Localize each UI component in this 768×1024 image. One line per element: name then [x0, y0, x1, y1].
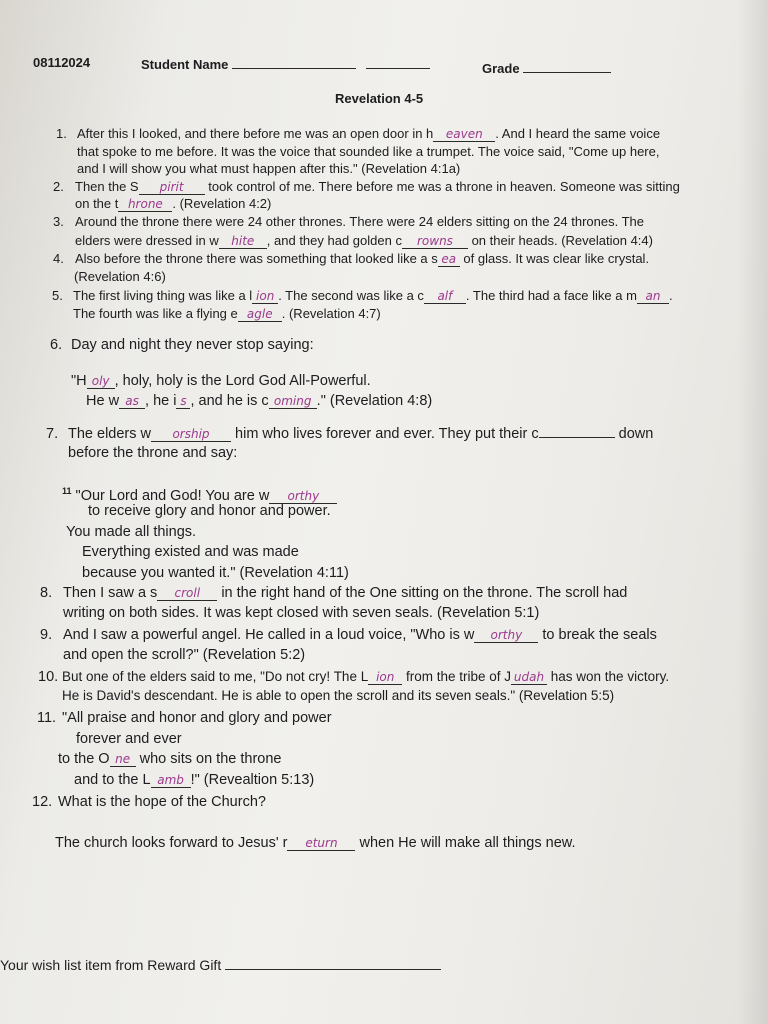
wish-list-label-text: Your wish list item from Reward Gift: [0, 957, 222, 973]
q3-number: 3.: [53, 214, 64, 229]
grade-label-text: Grade: [482, 61, 520, 76]
q5-text-c: . The third had a face like a m: [465, 288, 637, 303]
q5-text-d: .: [668, 288, 673, 303]
q7-line1: [68, 425, 653, 443]
q7-line7: because you wanted it." (Revelation 4:11): [82, 565, 349, 581]
q9-line2: and open the scroll?" (Revelation 5:2): [63, 647, 306, 663]
q7-blank-worship[interactable]: orship: [151, 428, 231, 442]
q3-line1: Around the throne there were 24 other thrones. There were 24 elders sitting on the 24 thrones. The: [75, 214, 644, 229]
q7-text-d: "Our Lord and God! You are w: [75, 487, 270, 504]
q5-text-g: . (Revelation 4:7): [281, 306, 381, 321]
q5-blank-eagle[interactable]: agle: [238, 308, 282, 322]
q7-line5: You made all things.: [66, 524, 197, 540]
worksheet-code: 08112024: [33, 55, 91, 70]
q4-line1: [75, 251, 649, 267]
q1-text-b: . And I heard the same voice: [495, 126, 661, 141]
q1-line3: and I will show you what must happen after this." (Revelation 4:1a): [77, 161, 461, 176]
verse-number: 11: [62, 486, 72, 496]
q3-blank-crowns[interactable]: rowns: [402, 235, 468, 249]
student-name-blank-2[interactable]: [366, 67, 430, 69]
grade-blank[interactable]: [523, 71, 611, 73]
q2-number: 2.: [53, 179, 64, 194]
q11-blank-lamb[interactable]: amb: [151, 774, 191, 788]
q4-number: 4.: [53, 251, 64, 266]
q1-line1: [77, 126, 660, 142]
q7-line2: before the throne and say:: [68, 445, 238, 461]
q11-text-d: !" (Revealtion 5:13): [190, 772, 315, 788]
q6-blank-is[interactable]: s: [176, 395, 190, 409]
q8-text-a: Then I saw a s: [63, 585, 158, 601]
q5-text-b: . The second was like a c: [278, 288, 424, 303]
q12-line1: What is the hope of the Church?: [58, 794, 266, 810]
q2-text-a: Then the S: [75, 179, 139, 194]
q6-text-c: He w: [86, 393, 120, 409]
q11-number: 11.: [37, 710, 57, 726]
q6-blank-coming[interactable]: oming: [269, 395, 317, 409]
q2-blank-spirit[interactable]: pirit: [139, 181, 205, 195]
q9-blank-worthy[interactable]: orthy: [474, 629, 538, 643]
q10-text-b: from the tribe of J: [402, 669, 512, 684]
page-edge-shadow: [738, 0, 768, 1024]
q10-line1: [62, 669, 669, 685]
q12-number: 12.: [32, 794, 53, 810]
q8-text-b: in the right hand of the One sitting on the throne. The scroll had: [217, 585, 628, 601]
q1-text-a: After this I looked, and there before me was an open door in h: [77, 126, 434, 141]
q1-blank-heaven[interactable]: eaven: [433, 128, 495, 142]
q12-blank-return[interactable]: eturn: [287, 837, 355, 851]
student-name-label-text: Student Name: [141, 57, 229, 72]
q3-text-c: on their heads. (Revelation 4:4): [467, 233, 653, 248]
q10-number: 10.: [38, 669, 59, 685]
q12-text-b: when He will make all things new.: [355, 835, 576, 851]
q1-line2: that spoke to me before. It was the voice that sounded like a trumpet. The voice said, "Come up here,: [77, 144, 660, 159]
q11-line2: forever and ever: [76, 731, 182, 747]
q2-text-d: . (Revelation 4:2): [172, 196, 272, 211]
q2-line1: [75, 179, 680, 195]
q3-blank-white[interactable]: hite: [219, 235, 267, 249]
q5-blank-lion[interactable]: ion: [252, 290, 278, 304]
q3-text-a: elders were dressed in w: [75, 233, 219, 248]
q7-blank-worthy[interactable]: orthy: [269, 490, 337, 504]
q4-text-b: of glass. It was clear like crystal.: [459, 251, 650, 266]
q6-blank-holy[interactable]: oly: [87, 375, 115, 389]
q5-number: 5.: [52, 288, 63, 303]
q5-blank-calf[interactable]: alf: [424, 290, 466, 304]
q1-number: 1.: [56, 126, 67, 141]
q9-text-a: And I saw a powerful angel. He called in a loud voice, "Who is w: [63, 627, 475, 643]
q2-text-c: on the t: [75, 196, 119, 211]
q6-line2: [71, 372, 371, 390]
q11-text-a: to the O: [58, 751, 110, 767]
q8-number: 8.: [40, 585, 53, 601]
q4-line2: (Revelation 4:6): [74, 269, 166, 284]
q6-number: 6.: [50, 337, 63, 353]
grade-label: [482, 61, 611, 77]
q11-line3: [58, 750, 282, 768]
q10-line2: He is David's descendant. He is able to open the scroll and its seven seals." (Revelation 5:5): [62, 688, 615, 703]
wish-list-label: [0, 957, 441, 973]
q4-blank-sea[interactable]: ea: [438, 253, 460, 267]
q7-number: 7.: [46, 426, 59, 442]
q11-blank-one[interactable]: ne: [110, 753, 136, 767]
q5-line2: [73, 306, 381, 322]
q7-blank-crowns[interactable]: [539, 436, 615, 438]
q5-text-e: The fourth was like a flying e: [73, 306, 238, 321]
q10-text-a: But one of the elders said to me, "Do not cry! The L: [62, 669, 369, 684]
q6-text-a: "H: [71, 373, 87, 389]
q7-text-b: him who lives forever and ever. They put their c: [231, 426, 539, 442]
q11-line1: "All praise and honor and glory and power: [62, 710, 332, 726]
q3-line2: [75, 233, 653, 249]
wish-list-blank[interactable]: [225, 968, 441, 970]
q6-line3: [86, 392, 432, 410]
q4-text-a: Also before the throne there was something that looked like a s: [75, 251, 438, 266]
q11-text-c: and to the L: [74, 772, 151, 788]
q2-blank-throne[interactable]: hrone: [118, 198, 172, 212]
q6-text-d: , he i: [145, 393, 177, 409]
q7-text-a: The elders w: [68, 426, 152, 442]
q6-blank-was[interactable]: as: [119, 395, 145, 409]
q3-text-b: , and they had golden c: [266, 233, 402, 248]
q9-text-b: to break the seals: [538, 627, 657, 643]
q10-blank-lion[interactable]: ion: [368, 671, 402, 685]
q11-text-b: who sits on the throne: [135, 751, 282, 767]
q12-answer: [55, 834, 575, 852]
q12-text-a: The church looks forward to Jesus' r: [55, 835, 288, 851]
q5-line1: [73, 288, 673, 304]
q9-line1: [63, 626, 657, 644]
q2-text-b: took control of me. There before me was a throne in heaven. Someone was sitting: [204, 179, 680, 194]
q8-line1: [63, 584, 627, 602]
student-name-blank[interactable]: [232, 67, 356, 69]
q7-line4: to receive glory and honor and power.: [88, 503, 331, 519]
q8-line2: writing on both sides. It was kept closed with seven seals. (Revelation 5:1): [63, 605, 540, 621]
student-name-label: [141, 57, 430, 73]
worksheet-title: Revelation 4-5: [335, 91, 424, 106]
q6-text-g: ." (Revelation 4:8): [316, 393, 433, 409]
q7-text-c: down: [614, 426, 654, 442]
q10-blank-judah[interactable]: udah: [511, 671, 547, 685]
q2-line2: [75, 196, 271, 212]
q6-text-e: , and he is c: [190, 393, 269, 409]
q7-line6: Everything existed and was made: [82, 544, 299, 560]
q10-text-c: has won the victory.: [547, 669, 670, 684]
q9-number: 9.: [40, 627, 53, 643]
q6-line1: Day and night they never stop saying:: [71, 337, 314, 353]
q11-line4: [74, 771, 314, 789]
q5-text-a: The first living thing was like a l: [73, 288, 253, 303]
q8-blank-scroll[interactable]: croll: [157, 587, 217, 601]
q5-blank-man[interactable]: an: [637, 290, 669, 304]
q6-text-b: , holy, holy is the Lord God All-Powerful.: [114, 373, 371, 389]
